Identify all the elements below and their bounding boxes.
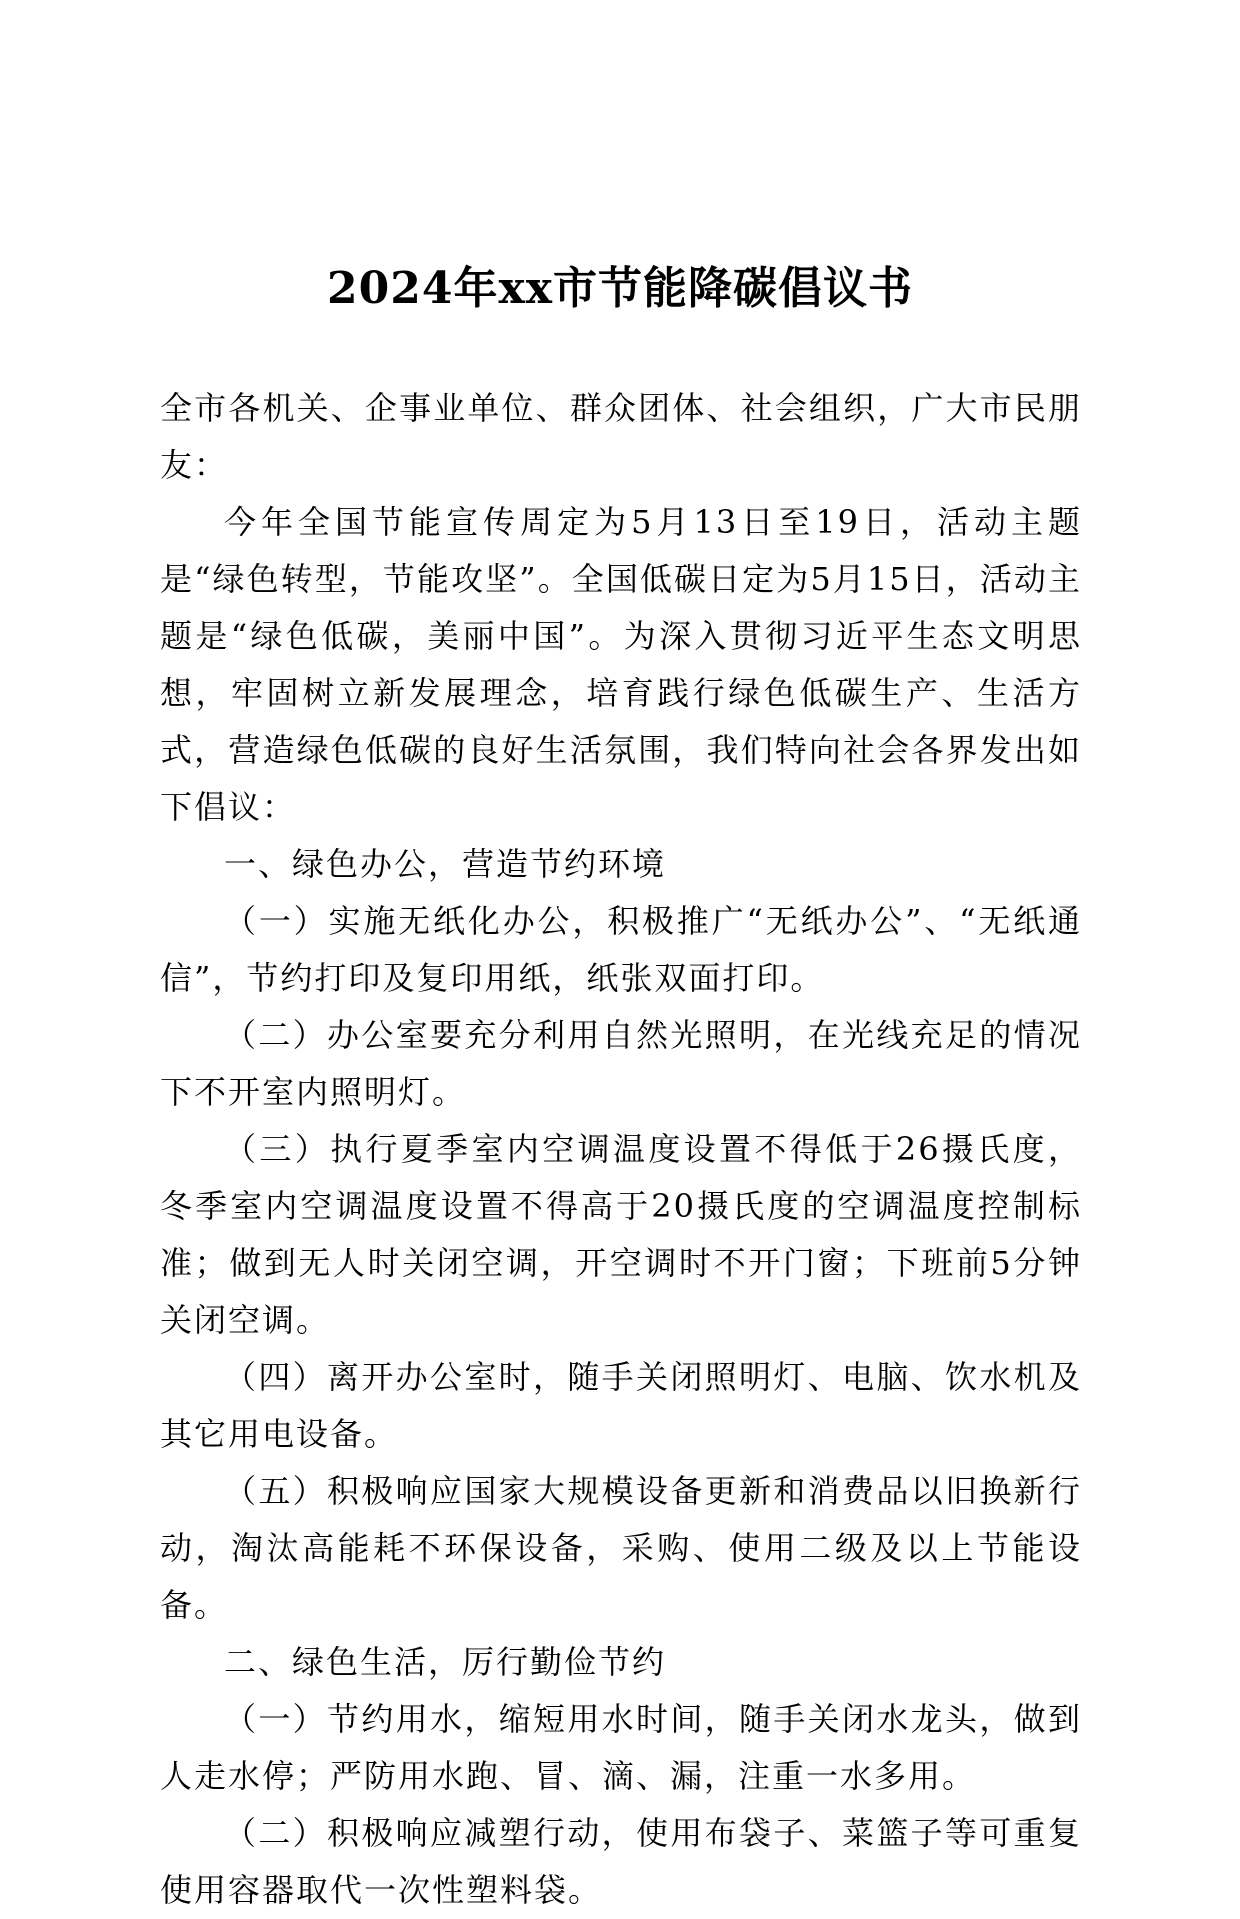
list-item-air-conditioning: （三）执行夏季室内空调温度设置不得低于26摄氏度，冬季室内空调温度设置不得高于20摄氏度的空调温度控制标准；做到无人时关闭空调，开空调时不开门窗；下班前5分钟关闭空调。 [160,1130,1082,1339]
list-item-paperless: （一）实施无纸化办公，积极推广“无纸办公”、“无纸通信”，节约打印及复印用纸，纸张双面打印。 [160,902,1082,997]
salutation-paragraph: 全市各机关、企事业单位、群众团体、社会组织，广大市民朋友： [160,389,1082,484]
list-item-plastic-reduction: （二）积极响应减塑行动，使用布袋子、菜篮子等可重复使用容器取代一次性塑料袋。 [160,1814,1082,1909]
section-heading-green-life: 二、绿色生活，厉行勤俭节约 [224,1643,667,1681]
intro-paragraph: 今年全国节能宣传周定为5月13日至19日，活动主题是“绿色转型，节能攻坚”。全国低碳日定为5月15日，活动主题是“绿色低碳，美丽中国”。为深入贯彻习近平生态文明思想，牢固树立新发展理念，培育践行绿色低碳生产、生活方式，营造绿色低碳的良好生活氛围，我们特向社会各界发出如下倡议： [160,503,1082,826]
document-title: 2024年xx市节能降碳倡议书 [327,263,913,314]
list-item-water-saving: （一）节约用水，缩短用水时间，随手关闭水龙头，做到人走水停；严防用水跑、冒、滴、漏，注重一水多用。 [160,1700,1082,1795]
list-item-natural-light: （二）办公室要充分利用自然光照明，在光线充足的情况下不开室内照明灯。 [160,1016,1082,1111]
list-item-equipment-upgrade: （五）积极响应国家大规模设备更新和消费品以旧换新行动，淘汰高能耗不环保设备，采购、使用二级及以上节能设备。 [160,1472,1082,1624]
section-heading-green-office: 一、绿色办公，营造节约环境 [224,845,667,883]
document-body [160,380,1082,1919]
list-item-power-off: （四）离开办公室时，随手关闭照明灯、电脑、饮水机及其它用电设备。 [160,1358,1082,1453]
